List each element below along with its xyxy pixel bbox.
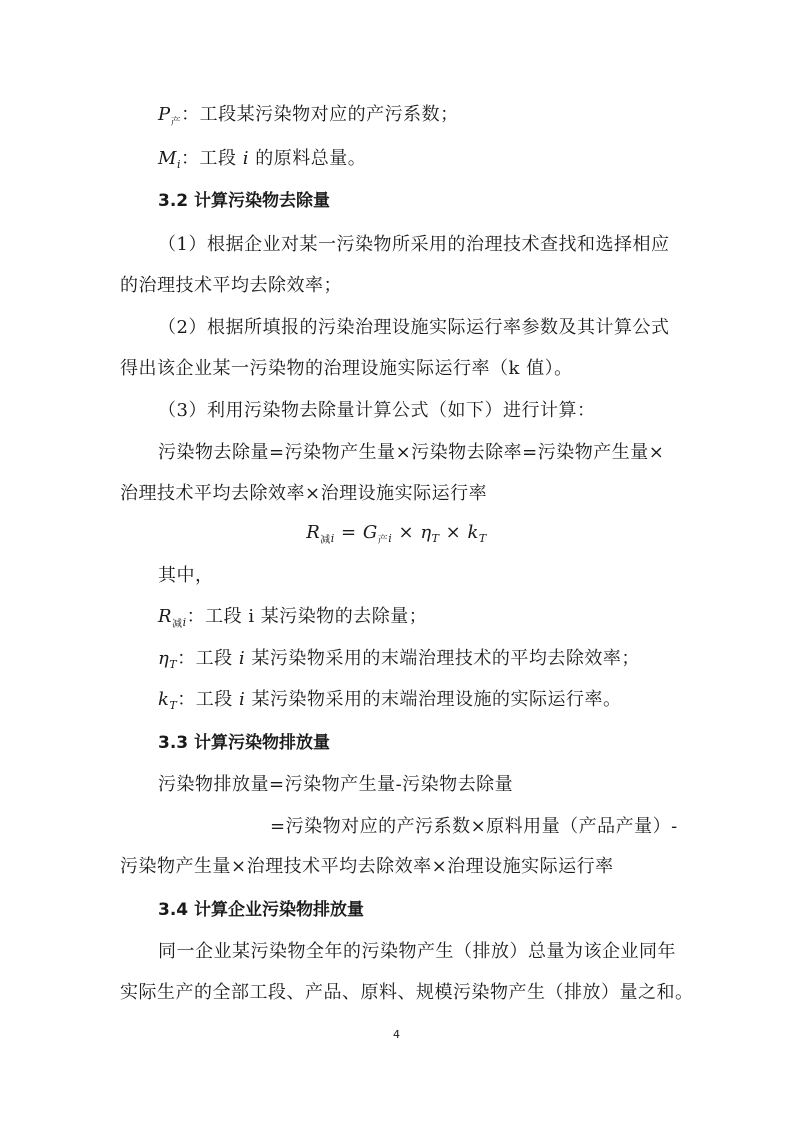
k-def-sub: T (169, 699, 178, 712)
s33-line1: 污染物排放量=污染物产生量-污染物去除量 (158, 774, 514, 795)
p-subscript: 产 (170, 117, 182, 128)
r-definition-line (158, 603, 718, 639)
s32-formula-line2: 治理技术平均去除效率×治理设施实际运行率 (120, 483, 488, 504)
s32-p1-line1: （1）根据企业对某一污染物所采用的治理技术查找和选择相应 (158, 234, 670, 255)
r-def-sub-cn: 减 (172, 619, 183, 630)
eta-def-symbol: η (158, 648, 170, 669)
eta-def-post: 某污染物采用的末端治理技术的平均去除效率； (245, 648, 640, 669)
eq-g-sub-i: i (388, 532, 393, 545)
m-symbol: M (158, 148, 177, 169)
p-symbol: P (158, 104, 171, 125)
s32-p3: （3）利用污染物去除量计算公式（如下）进行计算： (158, 400, 596, 421)
m-def-i: i (242, 148, 249, 169)
eta-def-sub: T (169, 658, 178, 671)
k-def-symbol: k (158, 689, 170, 710)
eq-g-sub-cn: 产 (377, 535, 389, 546)
eq-r-sub-i: i (330, 532, 335, 545)
eta-definition-line (158, 645, 718, 679)
s33-line3: 污染物产生量×治理技术平均去除效率×治理设施实际运行率 (120, 856, 614, 877)
s32-p2-line1: （2）根据所填报的污染治理设施实际运行率参数及其计算公式 (158, 317, 670, 338)
section-3-3-heading: 3.3 计算污染物排放量 (158, 733, 331, 753)
eta-def-pre: ：工段 (177, 648, 239, 669)
eq-k-sub: T (478, 532, 487, 545)
eq-r-sub-cn: 减 (320, 535, 331, 546)
eq-eta-sub: T (431, 532, 440, 545)
definition-m-line (158, 145, 718, 179)
k-definition-line (158, 686, 718, 720)
eta-def-i: i (238, 648, 246, 669)
eq-g-symbol: G (362, 522, 378, 543)
section-3-2-heading: 3.2 计算污染物去除量 (158, 191, 331, 211)
eq-k-symbol: k (467, 522, 479, 543)
eq-times-1: × (392, 522, 421, 543)
s34-line2: 实际生产的全部工段、产品、原料、规模污染物产生（排放）量之和。 (120, 982, 694, 1003)
m-subscript: i (176, 158, 181, 171)
definition-p-line (158, 101, 718, 137)
removal-equation (0, 519, 793, 555)
eq-r-symbol: R (306, 522, 321, 543)
m-def-post: 的原料总量。 (248, 148, 367, 169)
eq-eta-symbol: η (420, 522, 432, 543)
s32-p1-line2: 的治理技术平均去除效率； (120, 275, 342, 296)
section-3-4-heading: 3.4 计算企业污染物排放量 (158, 900, 365, 920)
k-def-pre: ：工段 (177, 689, 239, 710)
k-def-i: i (239, 689, 246, 710)
m-def-pre: ：工段 (180, 148, 243, 169)
r-def-symbol: R (158, 606, 173, 627)
r-def-text: ：工段 i 某污染物的去除量； (186, 606, 428, 627)
s32-p2-line2: 得出该企业某一污染物的治理设施实际运行率（k 值）。 (120, 358, 573, 379)
p-definition-text: ：工段某污染物对应的产污系数； (181, 104, 459, 125)
s32-formula-line1: 污染物去除量=污染物产生量×污染物去除率=污染物产生量× (158, 442, 665, 463)
eq-times-2: × (439, 522, 468, 543)
k-def-post: 某污染物采用的末端治理设施的实际运行率。 (245, 689, 622, 710)
where-label: 其中， (158, 565, 214, 586)
eq-equals: = (334, 522, 363, 543)
page-number: 4 (393, 1028, 400, 1041)
r-def-sub-i: i (182, 616, 187, 629)
s34-line1: 同一企业某污染物全年的污染物产生（排放）总量为该企业同年 (158, 941, 676, 962)
s33-line2: =污染物对应的产污系数×原料用量（产品产量）- (270, 816, 678, 837)
